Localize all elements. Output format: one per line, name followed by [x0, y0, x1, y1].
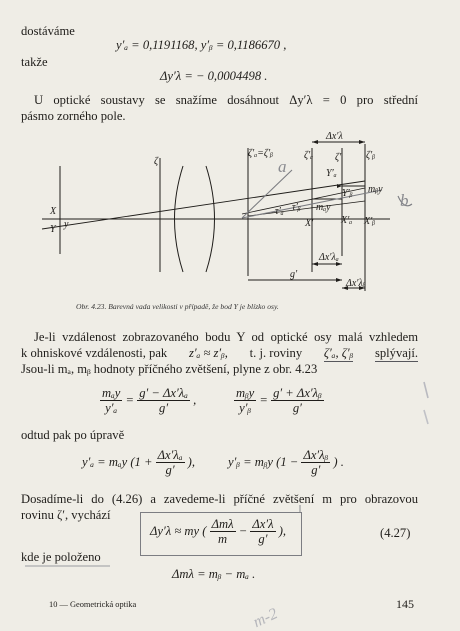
figure-chromatic-magnification-diagram [20, 126, 460, 296]
text-odtud: odtud pak po úpravě [21, 428, 125, 442]
margin-mark-b: b [400, 191, 409, 210]
label-Y: Y [50, 224, 56, 235]
label-my-mid: mₐy [316, 202, 331, 213]
label-X: X [50, 206, 57, 217]
label-Xb: X′ᵦ [364, 216, 376, 227]
paragraph-distance-line3: Jsou-li mₐ, mᵦ hodnoty příčného zvětšení, plyne z obr. 4.23 [21, 362, 318, 376]
fraction-dxb-g: $\frac{\text{Δx′λᵦ}}{g'}$ [303, 448, 329, 477]
paragraph-optical-system-line2: pásmo zorného pole. [21, 109, 126, 123]
paragraph-distance-line1: Je-li vzdálenost zobrazovaného bodu Y od optické osy malá vzhledem [34, 330, 418, 344]
text-takze: takže [21, 55, 48, 69]
label-g: g′ [290, 269, 298, 280]
figure-caption: Obr. 4.23. Barevná vada velikosti v případě, že bod Y je blízko osy. [76, 302, 279, 311]
footer-chapter: 10 — Geometrická optika [49, 600, 137, 609]
equation-ratio-a: $\frac{\text{mₐy}}{\text{y′ₐ}}$ = $\frac{\text{g′ − Δx′λₐ}}{g'}$ , [102, 386, 197, 415]
text-kde-je-polozeno: kde je položeno [21, 550, 101, 564]
label-dx-top: Δx′λ [326, 131, 343, 142]
fraction-g-dxb: $\frac{\text{g′ + Δx′λᵦ}}{g'}$ [273, 386, 322, 415]
equation-number-4-27: (4.27) [380, 526, 411, 540]
label-Ya: Y′ₐ [326, 168, 337, 179]
fraction-mby-yb: $\frac{\text{mᵦy}}{\text{y′ᵦ}}$ [236, 386, 255, 415]
label-tau-b: τ′ᵦ [292, 202, 301, 213]
label-zeta: ζ [154, 156, 159, 167]
paragraph-optical-system-line1: U optické soustavy se snažíme dosáhnout Δy′λ = 0 pro střední [34, 93, 418, 107]
text-coincide: splývají. [374, 346, 418, 360]
inline-eq-zeta: ζ′ₐ, ζ′ᵦ [323, 346, 354, 360]
label-tau-a: τ′ₐ [275, 206, 284, 217]
label-Xa: X′ₐ [341, 215, 353, 226]
label-zeta-equal: ζ′ₐ=ζ′ᵦ [248, 148, 273, 159]
equation-delta-y: Δy′λ = − 0,0004498 . [160, 69, 268, 83]
label-zeta-prime: ζ′ [335, 152, 342, 163]
equation-ratio-b: $\frac{\text{mᵦy}}{\text{y′ᵦ}}$ = $\frac{\text{g′ + Δx′λᵦ}}{g'}$ [236, 386, 322, 415]
fraction-may-ya: $\frac{\text{mₐy}}{\text{y′ₐ}}$ [102, 386, 121, 415]
label-X-prime: X′ [305, 218, 314, 229]
margin-mark-m2: m-2 [250, 605, 281, 631]
label-dx-a: Δx′λₐ [319, 252, 339, 263]
paragraph-substitute-line2: rovinu ζ′, vychází [21, 508, 111, 522]
fraction-dm-m: $\frac{\text{Δmλ}}{m}$ [211, 517, 234, 546]
equation-4-27: Δy′λ ≈ my ( $\frac{\text{Δmλ}}{m}$ − $\frac{\Delta x'\lambda}{g'}$ ), [150, 517, 287, 546]
text-planes: t. j. roviny [249, 346, 303, 360]
pen-line-a [242, 170, 292, 218]
text-focal-distance: k ohniskové vzdálenosti, pak [21, 346, 168, 360]
label-Yb: Y′ᵦ [342, 188, 353, 199]
label-dx-b: Δx′λᵦ [346, 278, 366, 289]
text-dostavame: dostáváme [21, 24, 75, 38]
fraction-dx-g: $\frac{\Delta x'\lambda}{g'}$ [252, 517, 274, 546]
equation-ya-expanded: y′ₐ = mₐy (1 + $\frac{\text{Δx′λₐ}}{g'}$ ), [82, 448, 196, 477]
label-zeta-a: ζ′ₐ [304, 150, 314, 161]
label-zeta-b: ζ′ᵦ [366, 150, 376, 161]
equation-yb-expanded: y′ᵦ = mᵦy (1 − $\frac{\text{Δx′λᵦ}}{g'}$ ) . [228, 448, 344, 477]
equation-ya-yb-values: y′ₐ = 0,1191168, y′ᵦ = 0,1186670 , [116, 38, 287, 52]
paragraph-substitute-line1: Dosadíme-li do (4.26) a zavedeme-li příčné zvětšení m pro obrazovou [21, 492, 418, 506]
margin-mark-a: a [278, 157, 287, 176]
label-y: y [64, 219, 69, 230]
equation-delta-m: Δmλ = mᵦ − mₐ . [172, 567, 256, 581]
inline-eq-z: z′ₐ ≈ z′ᵦ, [188, 346, 228, 360]
pencil-stroke-right2 [424, 410, 428, 424]
fraction-dxa-g: $\frac{\text{Δx′λₐ}}{g'}$ [157, 448, 183, 477]
pencil-stroke-right [424, 382, 428, 398]
page-number: 145 [396, 597, 414, 611]
fraction-g-dxa: $\frac{\text{g′ − Δx′λₐ}}{g'}$ [139, 386, 188, 415]
paragraph-distance-line2 [21, 346, 418, 362]
label-my-right: mᵦy [368, 184, 383, 195]
